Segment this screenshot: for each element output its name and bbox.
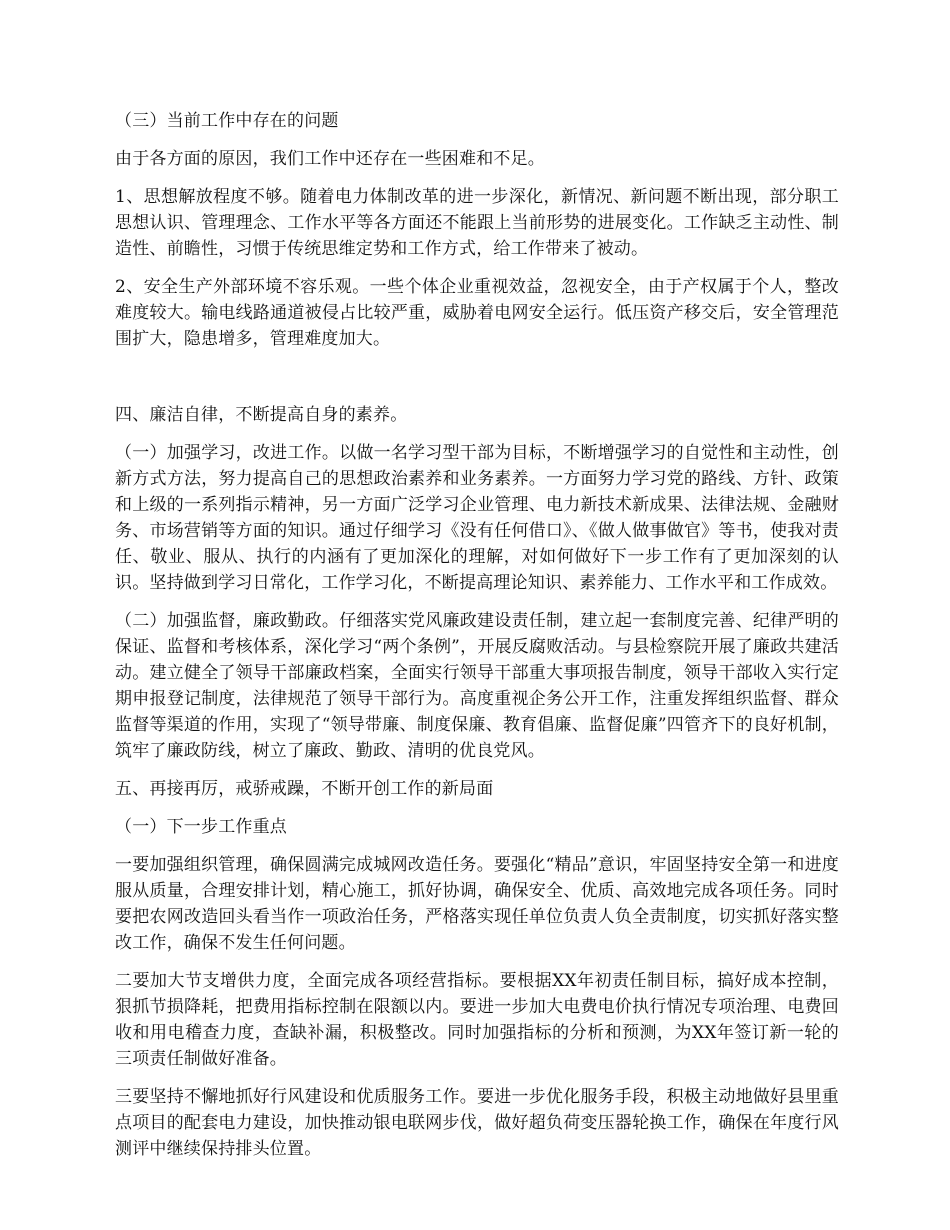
paragraph-problem-1: 1、思想解放程度不够。随着电力体制改革的进一步深化，新情况、新问题不断出现，部分职工思想认识、管理理念、工作水平等各方面还不能跟上当前形势的进展变化。工作缺乏主动性、制造性、前瞻性，习惯于传统思维定势和工作方式，给工作带来了被动。: [115, 187, 839, 259]
section-spacer: [115, 364, 839, 402]
document-page: [115, 108, 839, 1174]
subsection-heading-next-focus: （一）下一步工作重点: [115, 817, 287, 837]
paragraph-intro-difficulties: 由于各方面的原因，我们工作中还存在一些困难和不足。: [115, 149, 545, 169]
paragraph-problem-2: 2、安全生产外部环境不容乐观。一些个体企业重视效益，忽视安全，由于产权属于个人，整改难度较大。输电线路通道被侵占比较严重，威胁着电网安全运行。低压资产移交后，安全管理范围扩大，隐患增多，管理难度加大。: [115, 277, 839, 349]
section-heading-problems: （三）当前工作中存在的问题: [115, 111, 339, 131]
section-heading-integrity: 四、廉洁自律，不断提高自身的素养。: [115, 405, 408, 425]
paragraph-supervision: （二）加强监督，廉政勤政。仔细落实党风廉政建设责任制，建立起一套制度完善、纪律严明的保证、监督和考核体系，深化学习“两个条例”，开展反腐败活动。与县检察院开展了廉政共建活动。建立健全了领导干部廉政档案，全面实行领导干部重大事项报告制度，领导干部收入实行定期申报登记制度，法律规范了领导干部行为。高度重视企务公开工作，注重发挥组织监督、群众监督等渠道的作用，实现了“领导带廉、制度保廉、教育倡廉、监督促廉”四管齐下的良好机制，筑牢了廉政防线，树立了廉政、勤政、清明的优良党风。: [115, 611, 839, 761]
paragraph-study: （一）加强学习，改进工作。以做一名学习型干部为目标，不断增强学习的自觉性和主动性，创新方式方法，努力提高自己的思想政治素养和业务素养。一方面努力学习党的路线、方针、政策和上级的一系列指示精神，另一方面广泛学习企业管理、电力新技术新成果、法律法规、金融财务、市场营销等方面的知识。通过仔细学习《没有任何借口》、《做人做事做官》等书，使我对责任、敬业、服从、执行的内涵有了更加深化的理解，对如何做好下一步工作有了更加深刻的认识。坚持做到学习日常化，工作学习化，不断提高理论知识、素养能力、工作水平和工作成效。: [115, 443, 839, 593]
paragraph-focus-3: 三要坚持不懈地抓好行风建设和优质服务工作。要进一步优化服务手段，积极主动地做好县里重点项目的配套电力建设，加快推动银电联网步伐，做好超负荷变压器轮换工作，确保在年度行风测评中继续保持排头位置。: [115, 1087, 839, 1159]
paragraph-focus-2: 二要加大节支增供力度，全面完成各项经营指标。要根据XX年初责任制目标，搞好成本控制，狠抓节损降耗，把费用指标控制在限额以内。要进一步加大电费电价执行情况专项治理、电费回收和用电稽查力度，查缺补漏，积极整改。同时加强指标的分析和预测，为XX年签订新一轮的三项责任制做好准备。: [115, 971, 839, 1069]
section-heading-new-situation: 五、再接再厉，戒骄戒躁，不断开创工作的新局面: [115, 779, 494, 799]
paragraph-focus-1: 一要加强组织管理，确保圆满完成城网改造任务。要强化“精品”意识，牢固坚持安全第一和进度服从质量，合理安排计划，精心施工，抓好协调，确保安全、优质、高效地完成各项任务。同时要把农网改造回头看当作一项政治任务，严格落实现任单位负责人负全责制度，切实抓好落实整改工作，确保不发生任何问题。: [115, 855, 839, 953]
